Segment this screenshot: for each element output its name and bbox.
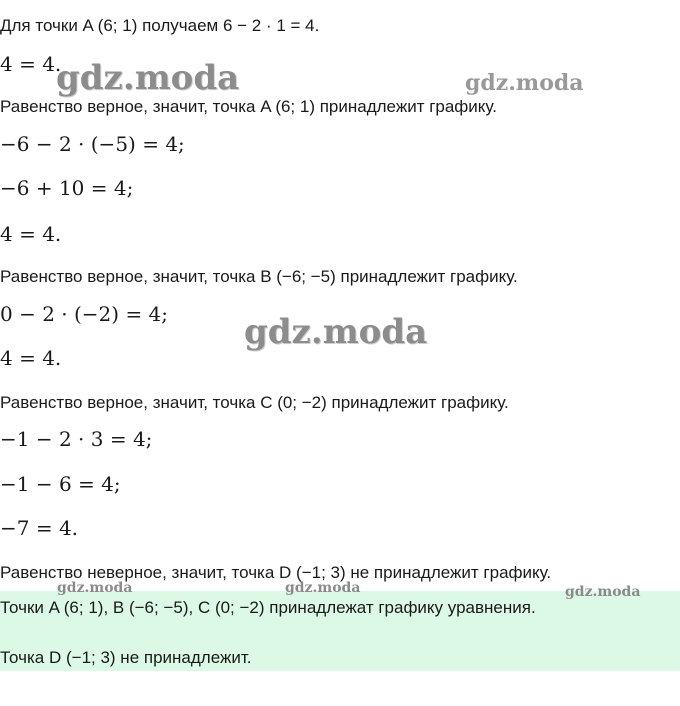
answer-line-2	[0, 648, 251, 668]
equation: −1 − 6 = 4;	[0, 472, 121, 496]
solution-line-8	[0, 302, 168, 326]
solution-line-1	[0, 16, 319, 36]
solution-line-5	[0, 176, 133, 200]
conclusion-text: Равенство верное, значит, точка A (6; 1) принадлежит графику.	[0, 97, 497, 116]
solution-line-2	[0, 52, 61, 76]
answer-line-1	[0, 598, 536, 618]
equation: −1 − 2 · 3 = 4;	[0, 427, 153, 451]
watermark-logo: gdz.moda	[56, 58, 240, 98]
solution-line-6	[0, 222, 61, 246]
conclusion-text: Равенство верное, значит, точка B (−6; −5) принадлежит графику.	[0, 267, 518, 286]
solution-line-13	[0, 516, 78, 540]
conclusion-text: Равенство неверное, значит, точка D (−1; 3) не принадлежит графику.	[0, 563, 552, 582]
watermark-logo: gdz.moda	[565, 584, 641, 600]
equation: 4 = 4.	[0, 222, 62, 246]
conclusion-text: Равенство верное, значит, точка C (0; −2) принадлежит графику.	[0, 393, 509, 412]
watermark-logo: gdz.moda	[244, 312, 428, 352]
solution-line-3	[0, 97, 497, 117]
watermark-logo: gdz.moda	[285, 580, 361, 596]
solution-line-12	[0, 472, 121, 496]
watermark-logo: gdz.moda	[465, 70, 584, 96]
solution-line-7	[0, 267, 518, 287]
equation: 4 = 4.	[0, 346, 62, 370]
solution-line-9	[0, 346, 61, 370]
answer-text: Точка D (−1; 3) не принадлежит.	[0, 648, 252, 667]
answer-text: Точки A (6; 1), B (−6; −5), C (0; −2) принадлежат графику уравнения.	[0, 598, 536, 617]
solution-line-11	[0, 427, 152, 451]
watermark-logo: gdz.moda	[57, 580, 133, 596]
equation: 4 = 4.	[0, 52, 62, 76]
equation: −6 + 10 = 4;	[0, 176, 134, 200]
solution-line-10	[0, 393, 509, 413]
equation: −6 − 2 · (−5) = 4;	[0, 132, 185, 156]
solution-line-4	[0, 132, 185, 156]
equation: 0 − 2 · (−2) = 4;	[0, 302, 169, 326]
equation: −7 = 4.	[0, 516, 79, 540]
line-text: Для точки A (6; 1) получаем 6 − 2 · 1 = 4.	[0, 16, 320, 35]
